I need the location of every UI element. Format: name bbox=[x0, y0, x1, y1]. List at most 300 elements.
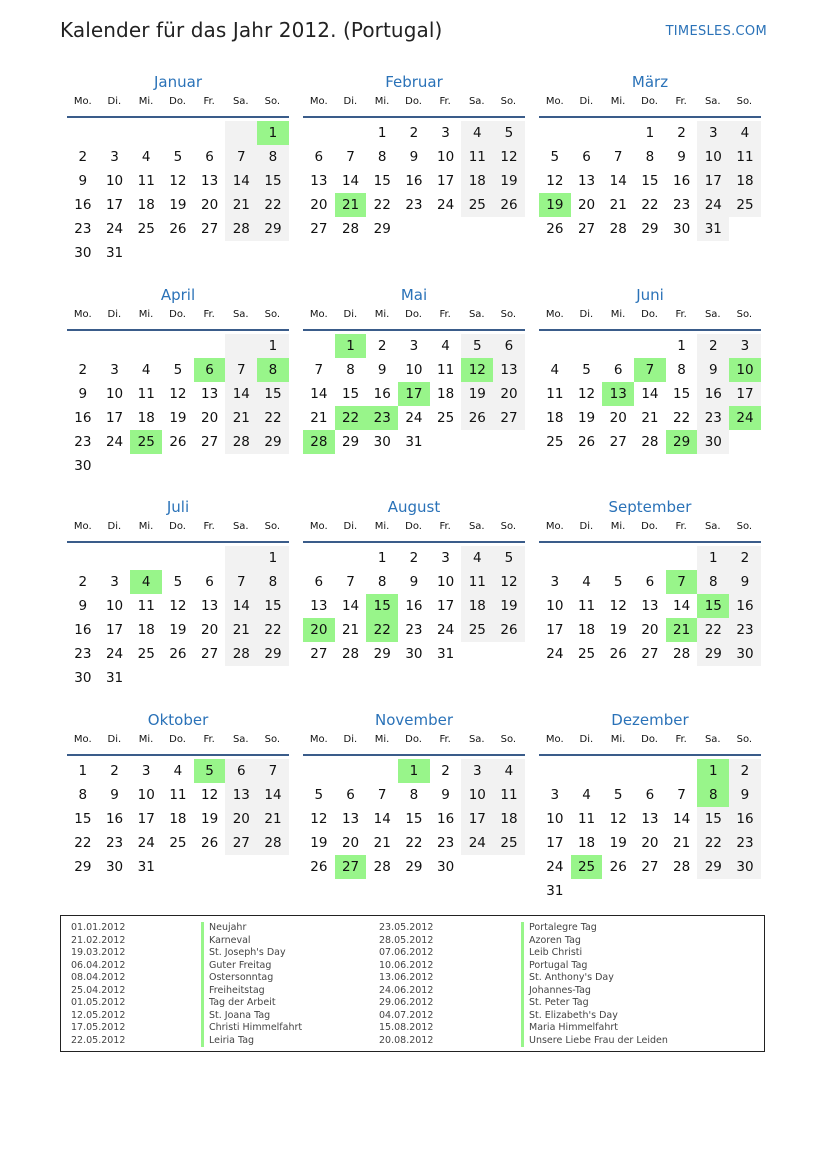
day-cell: 19 bbox=[577, 409, 596, 426]
month-name: August bbox=[387, 498, 441, 516]
weekday-label: Mi. bbox=[374, 521, 390, 532]
day-cell: 23 bbox=[729, 831, 761, 855]
empty-cell bbox=[571, 546, 603, 570]
day-cell: 25 bbox=[137, 645, 155, 662]
day-cell: 29 bbox=[74, 858, 92, 875]
page-title: Kalender für das Jahr 2012. (Portugal) bbox=[60, 18, 443, 42]
legend-date: 06.04.2012 bbox=[71, 959, 126, 971]
day-grid bbox=[303, 121, 525, 241]
day-cell: 14 bbox=[257, 783, 289, 807]
day-cell: 26 bbox=[493, 193, 525, 217]
day-cell: 1 bbox=[697, 546, 729, 570]
weekday-label: Fr. bbox=[203, 734, 215, 745]
day-cell: 14 bbox=[609, 172, 627, 189]
weekday-label: Fr. bbox=[675, 96, 687, 107]
weekday-label: Sa. bbox=[704, 309, 721, 320]
day-cell: 19 bbox=[169, 196, 187, 213]
day-cell: 27 bbox=[201, 645, 219, 662]
day-cell: 4 bbox=[550, 361, 560, 378]
day-cell: 23 bbox=[405, 621, 423, 638]
day-cell: 10 bbox=[437, 573, 455, 590]
month-7 bbox=[67, 497, 289, 690]
day-cell: 5 bbox=[493, 546, 525, 570]
day-cell: 11 bbox=[137, 597, 155, 614]
holiday-day-cell: 23 bbox=[366, 406, 398, 430]
day-cell: 2 bbox=[441, 762, 450, 779]
weekday-header bbox=[303, 520, 525, 540]
day-cell: 17 bbox=[437, 597, 455, 614]
weekday-label: Di. bbox=[107, 309, 122, 320]
weekday-label: Sa. bbox=[232, 96, 249, 107]
day-cell: 20 bbox=[201, 196, 219, 213]
holiday-day-cell: 20 bbox=[303, 618, 335, 642]
day-cell: 2 bbox=[110, 762, 119, 779]
day-cell: 25 bbox=[493, 831, 525, 855]
weekday-label: So. bbox=[736, 734, 753, 745]
weekday-label: Do. bbox=[169, 521, 186, 532]
day-cell: 30 bbox=[729, 642, 761, 666]
day-cell: 18 bbox=[577, 834, 596, 851]
day-cell: 29 bbox=[697, 855, 729, 879]
day-cell: 27 bbox=[201, 220, 219, 237]
legend-right-dates bbox=[379, 922, 433, 1047]
day-cell: 27 bbox=[493, 406, 525, 430]
day-cell: 21 bbox=[310, 409, 328, 426]
weekday-label: Di. bbox=[343, 96, 358, 107]
empty-cell bbox=[162, 334, 194, 358]
holiday-day-cell: 22 bbox=[366, 618, 398, 642]
day-cell: 4 bbox=[582, 573, 591, 590]
day-cell: 2 bbox=[729, 546, 761, 570]
weekday-header bbox=[303, 733, 525, 753]
month-name: März bbox=[631, 73, 669, 91]
day-cell: 9 bbox=[110, 786, 119, 803]
day-cell: 22 bbox=[257, 618, 289, 642]
day-cell: 12 bbox=[609, 597, 627, 614]
weekday-label: Do. bbox=[641, 309, 658, 320]
legend-left-names bbox=[201, 922, 302, 1047]
holiday-day-cell: 15 bbox=[366, 594, 398, 618]
day-cell: 3 bbox=[409, 337, 419, 354]
empty-cell bbox=[539, 334, 571, 358]
day-cell: 18 bbox=[729, 169, 761, 193]
holiday-day-cell: 6 bbox=[194, 358, 226, 382]
month-3 bbox=[539, 72, 761, 241]
day-cell: 23 bbox=[729, 618, 761, 642]
day-cell: 4 bbox=[461, 546, 493, 570]
day-cell: 4 bbox=[582, 786, 591, 803]
day-cell: 13 bbox=[341, 810, 360, 827]
day-cell: 18 bbox=[546, 409, 564, 426]
day-cell: 2 bbox=[697, 334, 729, 358]
day-cell: 14 bbox=[373, 810, 391, 827]
day-cell: 13 bbox=[493, 358, 525, 382]
day-cell: 9 bbox=[729, 570, 761, 594]
day-cell: 9 bbox=[697, 358, 729, 382]
weekday-label: So. bbox=[500, 96, 517, 107]
header-divider bbox=[303, 329, 525, 331]
weekday-label: Fr. bbox=[203, 521, 215, 532]
legend-holiday-name: Tag der Arbeit bbox=[201, 997, 302, 1010]
weekday-label: Mo. bbox=[545, 309, 564, 320]
legend-date: 28.05.2012 bbox=[379, 934, 434, 946]
day-cell: 6 bbox=[225, 759, 257, 783]
day-cell: 6 bbox=[205, 148, 214, 165]
day-cell: 18 bbox=[493, 807, 525, 831]
day-cell: 7 bbox=[613, 148, 623, 165]
weekday-label: Sa. bbox=[468, 309, 485, 320]
day-cell: 12 bbox=[169, 597, 187, 614]
day-cell: 26 bbox=[609, 858, 627, 875]
weekday-label: Sa. bbox=[468, 734, 485, 745]
legend-holiday-name: St. Peter Tag bbox=[521, 997, 668, 1010]
legend-holiday-name: Neujahr bbox=[201, 922, 302, 935]
month-name: Januar bbox=[154, 73, 202, 91]
day-cell: 30 bbox=[405, 645, 423, 662]
weekday-label: Do. bbox=[169, 96, 186, 107]
empty-cell bbox=[634, 759, 666, 783]
day-cell: 20 bbox=[493, 382, 525, 406]
header-divider bbox=[539, 329, 761, 331]
day-cell: 26 bbox=[609, 645, 627, 662]
weekday-label: Fr. bbox=[439, 96, 451, 107]
weekday-label: So. bbox=[264, 521, 281, 532]
empty-cell bbox=[634, 334, 666, 358]
holiday-day-cell: 25 bbox=[571, 855, 603, 879]
weekday-label: Di. bbox=[343, 309, 358, 320]
holiday-day-cell: 28 bbox=[303, 430, 335, 454]
weekday-label: Sa. bbox=[704, 734, 721, 745]
day-cell: 3 bbox=[110, 361, 119, 378]
weekday-label: Mo. bbox=[73, 734, 92, 745]
holiday-day-cell: 4 bbox=[130, 570, 162, 594]
weekday-label: Do. bbox=[405, 521, 422, 532]
day-cell: 31 bbox=[105, 669, 124, 686]
day-cell: 16 bbox=[373, 385, 391, 402]
weekday-label: Di. bbox=[107, 521, 122, 532]
day-cell: 4 bbox=[493, 759, 525, 783]
day-cell: 27 bbox=[577, 220, 596, 237]
day-cell: 23 bbox=[74, 433, 92, 450]
weekday-label: Mi. bbox=[138, 734, 154, 745]
weekday-label: Do. bbox=[405, 309, 422, 320]
day-cell: 10 bbox=[437, 148, 455, 165]
day-cell: 15 bbox=[405, 810, 423, 827]
day-cell: 13 bbox=[310, 172, 328, 189]
day-grid bbox=[539, 759, 761, 903]
day-cell: 31 bbox=[546, 882, 564, 899]
day-cell: 24 bbox=[546, 645, 564, 662]
weekday-label: Sa. bbox=[704, 521, 721, 532]
month-name: Juli bbox=[166, 498, 190, 516]
weekday-label: Fr. bbox=[439, 521, 451, 532]
day-cell: 2 bbox=[409, 549, 419, 566]
weekday-label: Di. bbox=[107, 96, 122, 107]
header-divider bbox=[303, 754, 525, 756]
empty-cell bbox=[539, 546, 571, 570]
day-cell: 29 bbox=[257, 430, 289, 454]
day-grid bbox=[539, 334, 761, 454]
day-cell: 18 bbox=[137, 409, 155, 426]
empty-cell bbox=[99, 546, 131, 570]
holiday-day-cell: 19 bbox=[539, 193, 571, 217]
weekday-label: Di. bbox=[343, 521, 358, 532]
weekday-label: Mo. bbox=[73, 521, 92, 532]
day-cell: 14 bbox=[341, 597, 360, 614]
day-cell: 20 bbox=[609, 409, 627, 426]
day-cell: 18 bbox=[577, 621, 596, 638]
day-cell: 22 bbox=[373, 196, 391, 213]
day-cell: 27 bbox=[310, 645, 328, 662]
weekday-label: Mo. bbox=[545, 521, 564, 532]
header-divider bbox=[67, 754, 289, 756]
weekday-header bbox=[303, 95, 525, 115]
weekday-label: Do. bbox=[405, 96, 422, 107]
day-cell: 31 bbox=[405, 433, 423, 450]
weekday-label: Mo. bbox=[545, 96, 564, 107]
weekday-header bbox=[303, 308, 525, 328]
day-cell: 10 bbox=[546, 810, 564, 827]
day-cell: 19 bbox=[461, 382, 493, 406]
day-cell: 28 bbox=[641, 433, 659, 450]
day-cell: 13 bbox=[201, 385, 219, 402]
weekday-label: Fr. bbox=[675, 734, 687, 745]
weekday-label: Sa. bbox=[232, 309, 249, 320]
day-grid bbox=[539, 546, 761, 666]
day-cell: 12 bbox=[310, 810, 328, 827]
day-cell: 3 bbox=[110, 148, 119, 165]
empty-cell bbox=[130, 121, 162, 145]
empty-cell bbox=[602, 334, 634, 358]
legend-date: 04.07.2012 bbox=[379, 1009, 434, 1021]
day-cell: 24 bbox=[105, 645, 124, 662]
empty-cell bbox=[194, 121, 226, 145]
empty-cell bbox=[303, 546, 335, 570]
day-cell: 25 bbox=[169, 834, 187, 851]
day-cell: 8 bbox=[257, 570, 289, 594]
header-divider bbox=[67, 541, 289, 543]
holiday-day-cell: 29 bbox=[666, 430, 698, 454]
weekday-label: Fr. bbox=[675, 309, 687, 320]
day-cell: 9 bbox=[409, 573, 419, 590]
weekday-label: Fr. bbox=[203, 309, 215, 320]
day-cell: 11 bbox=[493, 783, 525, 807]
day-cell: 12 bbox=[609, 810, 627, 827]
day-cell: 14 bbox=[673, 597, 691, 614]
empty-cell bbox=[335, 546, 367, 570]
legend-date: 10.06.2012 bbox=[379, 959, 434, 971]
empty-cell bbox=[225, 334, 257, 358]
holiday-day-cell: 21 bbox=[666, 618, 698, 642]
day-cell: 6 bbox=[314, 148, 324, 165]
weekday-label: Mi. bbox=[610, 309, 626, 320]
day-cell: 1 bbox=[677, 337, 686, 354]
day-cell: 26 bbox=[169, 220, 187, 237]
empty-cell bbox=[666, 759, 698, 783]
weekday-label: Di. bbox=[579, 96, 594, 107]
header-divider bbox=[303, 541, 525, 543]
day-cell: 13 bbox=[641, 597, 659, 614]
legend-date: 29.06.2012 bbox=[379, 997, 434, 1008]
day-cell: 9 bbox=[78, 597, 88, 614]
day-cell: 19 bbox=[609, 621, 627, 638]
weekday-label: Mi. bbox=[610, 96, 626, 107]
weekday-label: Do. bbox=[641, 521, 658, 532]
weekday-header bbox=[67, 95, 289, 115]
day-cell: 17 bbox=[546, 621, 564, 638]
empty-cell bbox=[194, 546, 226, 570]
day-cell: 22 bbox=[697, 618, 729, 642]
day-cell: 28 bbox=[673, 645, 691, 662]
day-cell: 7 bbox=[346, 573, 355, 590]
weekday-label: Do. bbox=[641, 734, 658, 745]
empty-cell bbox=[303, 121, 335, 145]
day-cell: 29 bbox=[373, 220, 391, 237]
header-divider bbox=[539, 541, 761, 543]
day-cell: 16 bbox=[105, 810, 124, 827]
day-cell: 3 bbox=[729, 334, 761, 358]
day-cell: 26 bbox=[493, 618, 525, 642]
empty-cell bbox=[335, 759, 367, 783]
holiday-day-cell: 25 bbox=[130, 430, 162, 454]
day-cell: 10 bbox=[105, 597, 124, 614]
day-cell: 24 bbox=[405, 409, 423, 426]
day-cell: 26 bbox=[310, 858, 328, 875]
empty-cell bbox=[225, 121, 257, 145]
weekday-label: Mo. bbox=[309, 96, 328, 107]
day-cell: 8 bbox=[409, 786, 419, 803]
day-cell: 27 bbox=[225, 831, 257, 855]
day-cell: 25 bbox=[546, 433, 564, 450]
day-cell: 17 bbox=[461, 807, 493, 831]
legend-holiday-name: Karneval bbox=[201, 935, 302, 948]
day-cell: 11 bbox=[546, 385, 564, 402]
day-cell: 2 bbox=[677, 124, 686, 141]
holiday-day-cell: 7 bbox=[634, 358, 666, 382]
day-grid bbox=[303, 759, 525, 879]
day-cell: 21 bbox=[225, 193, 257, 217]
day-cell: 17 bbox=[137, 810, 155, 827]
day-cell: 1 bbox=[377, 124, 387, 141]
empty-cell bbox=[194, 334, 226, 358]
day-cell: 7 bbox=[314, 361, 324, 378]
day-cell: 28 bbox=[257, 831, 289, 855]
month-name: Dezember bbox=[611, 711, 689, 729]
day-cell: 5 bbox=[314, 786, 324, 803]
day-cell: 30 bbox=[74, 244, 92, 261]
day-cell: 5 bbox=[582, 361, 591, 378]
weekday-label: Mi. bbox=[610, 521, 626, 532]
day-grid bbox=[303, 334, 525, 454]
day-cell: 25 bbox=[437, 409, 455, 426]
day-cell: 19 bbox=[310, 834, 328, 851]
weekday-header bbox=[67, 733, 289, 753]
day-cell: 24 bbox=[437, 621, 455, 638]
day-cell: 26 bbox=[201, 834, 219, 851]
day-cell: 3 bbox=[461, 759, 493, 783]
day-cell: 4 bbox=[461, 121, 493, 145]
day-cell: 20 bbox=[225, 807, 257, 831]
day-cell: 3 bbox=[441, 124, 450, 141]
day-cell: 5 bbox=[461, 334, 493, 358]
weekday-label: Mi. bbox=[138, 96, 154, 107]
holiday-day-cell: 7 bbox=[666, 570, 698, 594]
day-cell: 13 bbox=[225, 783, 257, 807]
day-cell: 7 bbox=[225, 145, 257, 169]
day-cell: 28 bbox=[225, 642, 257, 666]
weekday-label: Do. bbox=[169, 734, 186, 745]
day-cell: 24 bbox=[137, 834, 155, 851]
empty-cell bbox=[130, 334, 162, 358]
day-cell: 10 bbox=[461, 783, 493, 807]
day-cell: 9 bbox=[677, 148, 686, 165]
day-cell: 12 bbox=[169, 172, 187, 189]
month-name: November bbox=[374, 711, 454, 729]
day-cell: 24 bbox=[105, 220, 124, 237]
legend-date: 01.05.2012 bbox=[71, 997, 126, 1008]
day-cell: 13 bbox=[201, 597, 219, 614]
day-cell: 23 bbox=[74, 220, 92, 237]
day-cell: 12 bbox=[201, 786, 219, 803]
empty-cell bbox=[634, 546, 666, 570]
day-cell: 6 bbox=[346, 786, 355, 803]
day-cell: 5 bbox=[550, 148, 560, 165]
empty-cell bbox=[539, 759, 571, 783]
day-cell: 4 bbox=[729, 121, 761, 145]
holiday-day-cell: 1 bbox=[697, 759, 729, 783]
day-cell: 26 bbox=[461, 406, 493, 430]
site-link[interactable]: TIMESLES.COM bbox=[665, 24, 767, 39]
holiday-legend bbox=[60, 915, 765, 1052]
day-cell: 16 bbox=[437, 810, 455, 827]
day-cell: 1 bbox=[377, 549, 387, 566]
day-cell: 27 bbox=[201, 433, 219, 450]
weekday-label: So. bbox=[736, 521, 753, 532]
legend-holiday-name: Maria Himmelfahrt bbox=[521, 1022, 668, 1035]
weekday-label: Mi. bbox=[374, 96, 390, 107]
day-cell: 1 bbox=[645, 124, 655, 141]
weekday-label: Sa. bbox=[232, 734, 249, 745]
day-cell: 23 bbox=[437, 834, 455, 851]
day-cell: 18 bbox=[169, 810, 187, 827]
holiday-day-cell: 21 bbox=[335, 193, 367, 217]
day-cell: 10 bbox=[405, 361, 423, 378]
day-cell: 16 bbox=[74, 621, 92, 638]
header-divider bbox=[539, 116, 761, 118]
header-divider bbox=[67, 116, 289, 118]
day-cell: 2 bbox=[78, 361, 88, 378]
day-cell: 14 bbox=[225, 382, 257, 406]
day-cell: 5 bbox=[173, 361, 183, 378]
weekday-label: Mo. bbox=[73, 96, 92, 107]
day-cell: 27 bbox=[641, 645, 659, 662]
day-cell: 12 bbox=[546, 172, 564, 189]
day-cell: 2 bbox=[78, 148, 88, 165]
holiday-day-cell: 27 bbox=[335, 855, 367, 879]
day-cell: 8 bbox=[677, 361, 686, 378]
day-cell: 16 bbox=[729, 807, 761, 831]
day-cell: 13 bbox=[201, 172, 219, 189]
day-cell: 7 bbox=[346, 148, 355, 165]
day-cell: 11 bbox=[437, 361, 455, 378]
day-cell: 15 bbox=[673, 385, 691, 402]
legend-date: 12.05.2012 bbox=[71, 1009, 126, 1021]
legend-date: 19.03.2012 bbox=[71, 947, 126, 958]
empty-cell bbox=[67, 121, 99, 145]
empty-cell bbox=[571, 121, 603, 145]
day-cell: 12 bbox=[493, 570, 525, 594]
day-cell: 20 bbox=[201, 409, 219, 426]
